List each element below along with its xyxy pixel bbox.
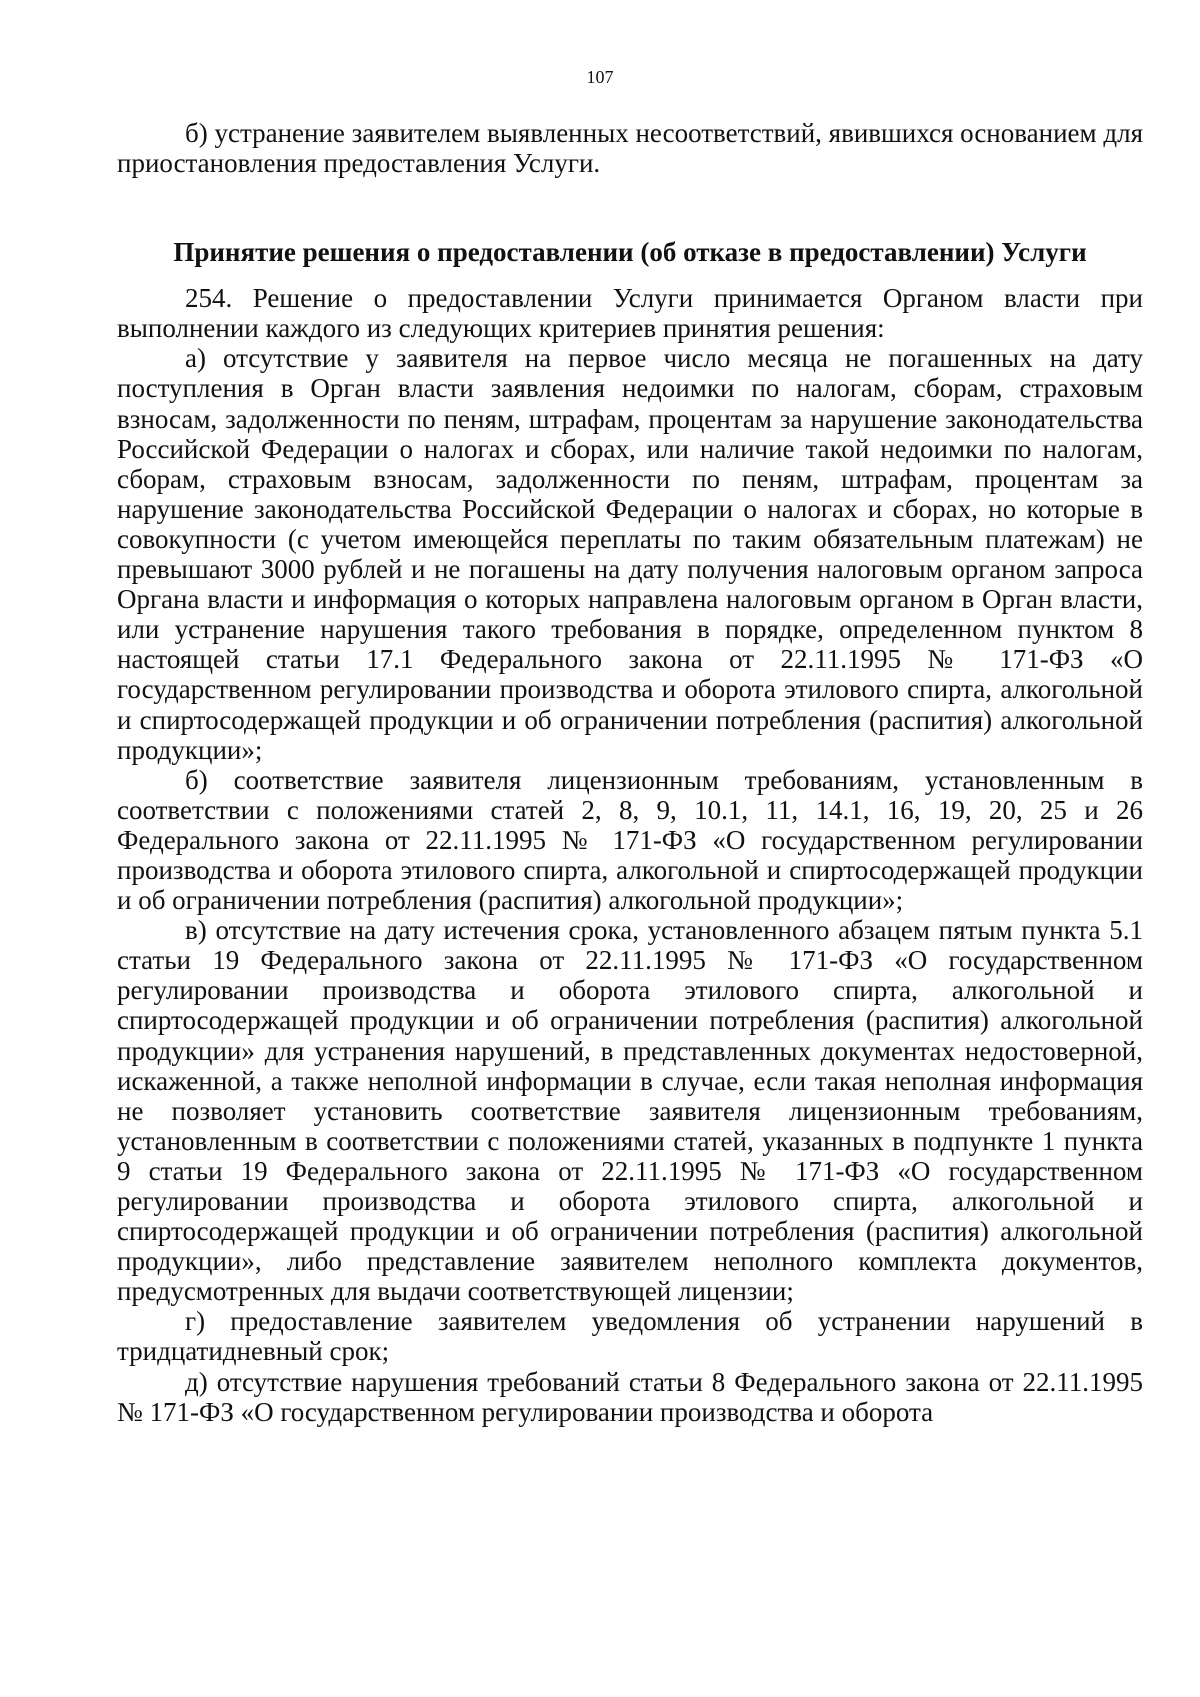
- paragraph-v: в) отсутствие на дату истечения срока, установленного абзацем пятым пункта 5.1 статьи 19 Федерального закона от 22.11.1995 № 171-ФЗ «О государственном регулировании производства и оборота этилового спирта, алкогольной и спиртосодержащей продукции и об ограничении потребления (распития) алкогольной продукции» для устранения нарушений, в представленных документах недостоверной, искаженной, а также неполной информации в случае, если такая неполная информация не позволяет установить соответствие заявителя лицензионным требованиям, установленным в соответствии с положениями статей, указанных в подпункте 1 пункта 9 статьи 19 Федерального закона от 22.11.1995 № 171-ФЗ «О государственном регулировании производства и оборота этилового спирта, алкогольной и спиртосодержащей продукции и об ограничении потребления (распития) алкогольной продукции», либо представление заявителем неполного комплекта документов, предусмотренных для выдачи соответствующей лицензии;: [117, 915, 1143, 1307]
- paragraph-g: г) предоставление заявителем уведомления об устранении нарушений в тридцатидневный срок;: [117, 1306, 1143, 1367]
- paragraph-d: д) отсутствие нарушения требований статьи 8 Федерального закона от 22.11.1995 № 171-ФЗ «О государственном регулировании производства и оборота: [117, 1366, 1143, 1427]
- paragraph-b-prev: б) устранение заявителем выявленных несоответствий, явившихся основанием для приостановления предоставления Услуги.: [117, 118, 1143, 179]
- document-body: [117, 118, 1143, 1427]
- page-number: 107: [586, 67, 614, 87]
- paragraph-b: б) соответствие заявителя лицензионным требованиям, установленным в соответствии с положениями статей 2, 8, 9, 10.1, 11, 14.1, 16, 19, 20, 25 и 26 Федерального закона от 22.11.1995 № 171-ФЗ «О государственном регулировании производства и оборота этилового спирта, алкогольной и спиртосодержащей продукции и об ограничении потребления (распития) алкогольной продукции»;: [117, 764, 1143, 916]
- paragraph-254: 254. Решение о предоставлении Услуги принимается Органом власти при выполнении каждого из следующих критериев принятия решения:: [117, 283, 1143, 344]
- paragraph-a: а) отсутствие у заявителя на первое число месяца не погашенных на дату поступления в Орган власти заявления недоимки по налогам, сборам, страховым взносам, задолженности по пеням, штрафам, процентам за нарушение законодательства Российской Федерации о налогах и сборах, или наличие такой недоимки по налогам, сборам, страховым взносам, задолженности по пеням, штрафам, процентам за нарушение законодательства Российской Федерации о налогах и сборах, но которые в совокупности (с учетом имеющейся переплаты по таким обязательным платежам) не превышают 3000 рублей и не погашены на дату получения налоговым органом запроса Органа власти и информация о которых направлена налоговым органом в Орган власти, или устранение нарушения такого требования в порядке, определенном пунктом 8 настоящей статьи 17.1 Федерального закона от 22.11.1995 № 171-ФЗ «О государственном регулировании производства и оборота этилового спирта, алкогольной и спиртосодержащей продукции и об ограничении потребления (распития) алкогольной продукции»;: [117, 343, 1143, 765]
- section-heading: Принятие решения о предоставлении (об отказе в предоставлении) Услуги: [173, 237, 1087, 268]
